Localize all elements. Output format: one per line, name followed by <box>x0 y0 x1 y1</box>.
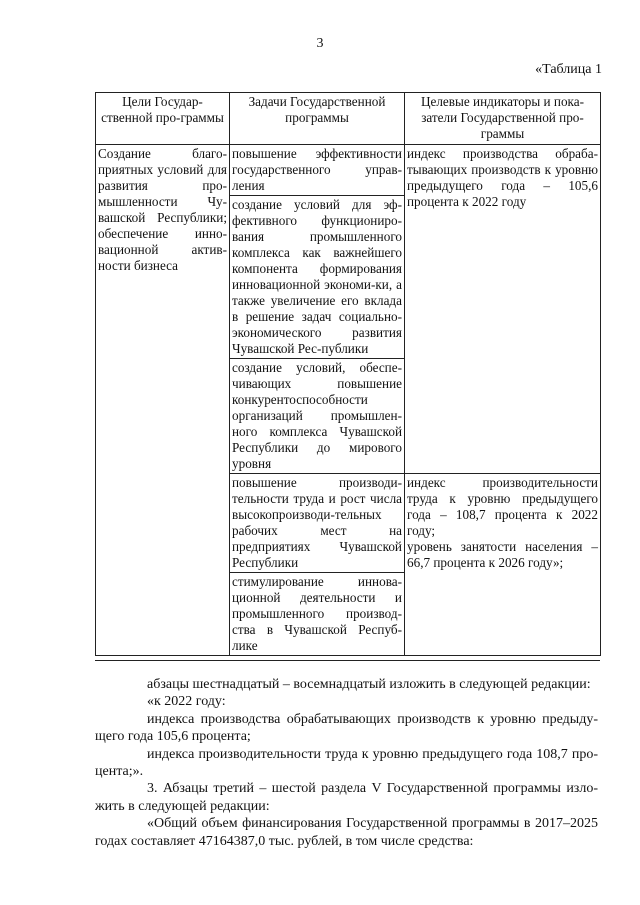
indicator-text: индекс производительности труда к уровню предыдущего года – 108,7 процента к 2022 году; <box>407 475 598 538</box>
paragraph: 3. Абзацы третий – шестой раздела V Государственной программы изло-жить в следующей редакции: <box>95 781 598 814</box>
table-row <box>96 145 601 196</box>
paragraph: индекса производительности труда к уровню предыдущего года 108,7 про-цента;». <box>95 746 598 780</box>
document-body <box>95 676 598 850</box>
paragraph: индекса производства обрабатывающих производств к уровню предыду-щего года 105,6 процента; <box>95 711 598 745</box>
header-goals: Цели Государ-ственной про-граммы <box>96 93 230 145</box>
table-header-row <box>96 93 601 145</box>
task-cell: стимулирование иннова-ционной деятельности и промышленного производ-ства в Чувашской Респуб-лике <box>230 573 405 656</box>
page-number: 3 <box>316 36 324 51</box>
divider <box>95 660 600 661</box>
indicator-text: уровень занятости населения – 66,7 процента к 2026 году»; <box>407 539 598 570</box>
task-cell: создание условий, обеспе-чивающих повышение конкурентоспособности организаций промышлен-ного комплекса Чувашской Республики до мирового уровня <box>230 359 405 474</box>
task-cell: создание условий для эф-фективного функциониро-вания промышленного комплекса как важнейшего компонента формирования инновационной экономи-ки, а также увеличение его вклада в решение задач социально-экономического развития Чувашской Рес-публики <box>230 196 405 359</box>
indicators-cell: индекс производства обраба-тывающих производств к уровню предыдущего года – 105,6 процента к 2022 году <box>405 145 601 474</box>
goals-cell: Создание благо-приятных условий для развития про-мышленности Чу-вашской Республики; обеспечение инно-вационной актив-ности бизнеса <box>96 145 230 656</box>
paragraph: «Общий объем финансирования Государственной программы в 2017–2025 годах составляет 47164387,0 тыс. рублей, в том числе средства: <box>95 816 598 849</box>
paragraph: «к 2022 году: <box>147 694 226 710</box>
header-tasks: Задачи Государственной программы <box>230 93 405 145</box>
program-table <box>95 92 601 656</box>
task-cell: повышение производи-тельности труда и рост числа высокопроизводи-тельных рабочих мест на предприятиях Чувашской Республики <box>230 474 405 573</box>
task-cell: повышение эффективности государственного управ-ления <box>230 145 405 196</box>
table-caption: «Таблица 1 <box>535 62 602 77</box>
paragraph: абзацы шестнадцатый – восемнадцатый изложить в следующей редакции: <box>147 677 591 692</box>
indicators-cell <box>405 474 601 656</box>
header-indicators: Целевые индикаторы и пока-затели Государственной про-граммы <box>405 93 601 145</box>
